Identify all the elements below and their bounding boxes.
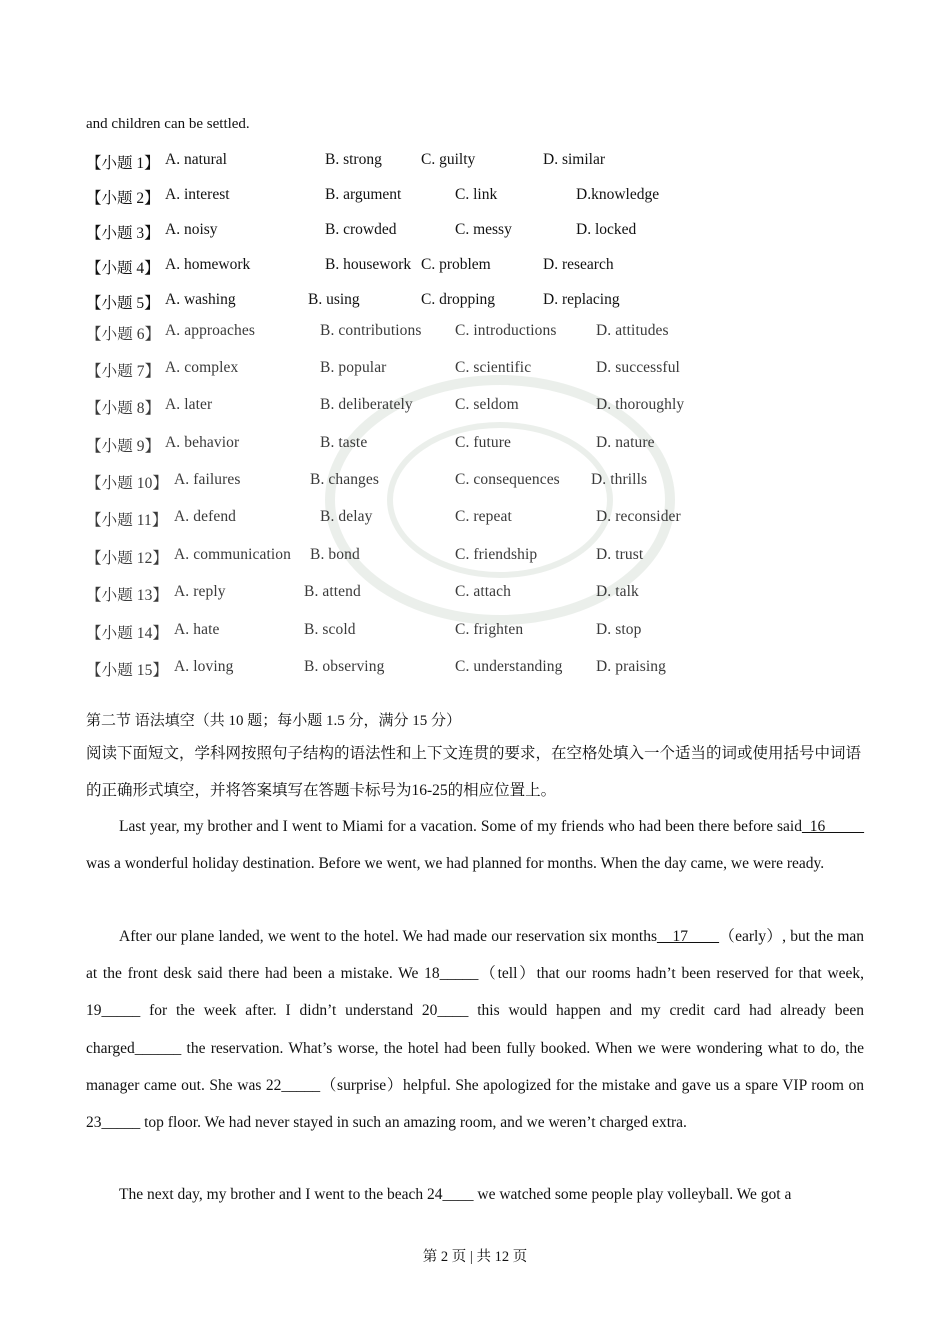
- option-b: B. popular: [320, 359, 387, 376]
- intro-line: and children can be settled.: [86, 116, 250, 132]
- question-row: [86, 291, 786, 315]
- option-d: D. similar: [543, 151, 605, 168]
- paragraph-2: [86, 918, 864, 1141]
- option-b: B. bond: [310, 546, 360, 563]
- option-a: A. approaches: [165, 322, 255, 339]
- option-b: B. attend: [304, 583, 361, 600]
- paragraph-2-part-b: （early）, but the man at the front desk said there had been a mistake. We 18_____（tell）that our rooms hadn’t been reserved for that week, 19_____ for the week after. I didn’t understand 20____ this would happen and my credit card had already been charged______ the reservation. What’s worse, the hotel had been fully booked. When we were wondering what to do, the manager came out. She was 22_____（surprise）helpful. She apologized for the mistake and gave us a spare VIP room on 23_____ top floor. We had never stayed in such an amazing room, and we weren’t charged extra.: [86, 928, 865, 1132]
- option-d: D. thrills: [591, 471, 648, 488]
- option-a: A. communication: [174, 546, 291, 563]
- option-c: C. consequences: [455, 471, 560, 488]
- question-row: [86, 471, 786, 495]
- option-d: D. locked: [576, 221, 637, 238]
- question-row: [86, 221, 786, 245]
- option-d: D. nature: [596, 434, 655, 451]
- question-row: [86, 434, 786, 458]
- option-a: A. defend: [174, 508, 237, 525]
- option-d: D. research: [543, 256, 614, 273]
- question-row: [86, 322, 786, 346]
- option-a: A. natural: [165, 151, 227, 168]
- option-b: B. using: [308, 291, 360, 308]
- option-d: D. successful: [596, 359, 680, 376]
- option-c: C. future: [455, 434, 511, 451]
- paragraph-1-part-b: was a wonderful holiday destination. Before we went, we had planned for months. When the day came, we were ready.: [86, 855, 825, 873]
- section-title: 第二节 语法填空（共 10 题；每小题 1.5 分，满分 15 分）: [86, 713, 462, 729]
- option-b: B. crowded: [325, 221, 397, 238]
- option-a: A. interest: [165, 186, 230, 203]
- paragraph-2-part-a: After our plane landed, we went to the hotel. We had made our reservation six months: [119, 928, 657, 945]
- question-number: 【小题 14】: [86, 625, 169, 642]
- option-c: C. understanding: [455, 658, 563, 675]
- option-c: C. link: [455, 186, 498, 203]
- question-row: [86, 546, 786, 570]
- question-number: 【小题 15】: [86, 662, 169, 679]
- question-number: 【小题 9】: [86, 438, 161, 455]
- option-a: A. loving: [174, 658, 234, 675]
- paragraph-1-part-a: Last year, my brother and I went to Miami for a vacation. Some of my friends who had been there before said: [119, 818, 802, 835]
- option-d: D. praising: [596, 658, 666, 675]
- option-a: A. failures: [174, 471, 241, 488]
- option-a: A. later: [165, 396, 213, 413]
- option-c: C. messy: [455, 221, 512, 238]
- option-d: D.knowledge: [576, 186, 660, 203]
- option-b: B. delay: [320, 508, 373, 525]
- option-d: D. stop: [596, 621, 642, 638]
- option-a: A. homework: [165, 256, 251, 273]
- question-row: [86, 658, 786, 682]
- question-row: [86, 621, 786, 645]
- option-b: B. strong: [325, 151, 382, 168]
- option-d: D. attitudes: [596, 322, 669, 339]
- option-a: A. complex: [165, 359, 239, 376]
- option-b: B. observing: [304, 658, 385, 675]
- paragraph-3: The next day, my brother and I went to the beach 24____ we watched some people play volleyball. We got a: [119, 1186, 792, 1203]
- option-b: B. scold: [304, 621, 356, 638]
- question-row: [86, 359, 786, 383]
- option-d: D. trust: [596, 546, 644, 563]
- question-number: 【小题 11】: [86, 512, 168, 529]
- option-b: B. taste: [320, 434, 368, 451]
- question-number: 【小题 4】: [86, 260, 160, 277]
- option-d: D. reconsider: [596, 508, 681, 525]
- option-d: D. replacing: [543, 291, 620, 308]
- option-b: B. contributions: [320, 322, 422, 339]
- question-row: [86, 151, 786, 175]
- option-c: C. guilty: [421, 151, 476, 168]
- paragraph-1: [86, 808, 864, 882]
- question-number: 【小题 13】: [86, 587, 169, 604]
- option-c: C. attach: [455, 583, 511, 600]
- question-row: [86, 583, 786, 607]
- option-c: C. friendship: [455, 546, 538, 563]
- option-b: B. housework: [325, 256, 412, 273]
- question-number: 【小题 3】: [86, 225, 160, 242]
- option-b: B. deliberately: [320, 396, 413, 413]
- option-a: A. noisy: [165, 221, 218, 238]
- option-a: A. behavior: [165, 434, 240, 451]
- section-instructions: 阅读下面短文，学科网按照句子结构的语法性和上下文连贯的要求，在空格处填入一个适当的词或使用括号中词语的正确形式填空，并将答案填写在答题卡标号为16-25的相应位置上。: [86, 745, 862, 799]
- question-number: 【小题 1】: [86, 155, 160, 172]
- option-c: C. problem: [421, 256, 491, 273]
- option-c: C. frighten: [455, 621, 524, 638]
- question-number: 【小题 8】: [86, 400, 161, 417]
- option-b: B. changes: [310, 471, 380, 488]
- option-a: A. washing: [165, 291, 236, 308]
- question-row: [86, 396, 786, 420]
- blank-16: _16_____: [802, 818, 864, 835]
- question-number: 【小题 7】: [86, 363, 161, 380]
- question-number: 【小题 6】: [86, 326, 161, 343]
- question-row: [86, 186, 786, 210]
- question-number: 【小题 12】: [86, 550, 169, 567]
- blank-17: __17____: [657, 928, 719, 945]
- option-b: B. argument: [325, 186, 402, 203]
- question-row: [86, 256, 786, 280]
- option-a: A. hate: [174, 621, 220, 638]
- question-number: 【小题 2】: [86, 190, 160, 207]
- option-c: C. seldom: [455, 396, 519, 413]
- option-d: D. talk: [596, 583, 639, 600]
- option-d: D. thoroughly: [596, 396, 685, 413]
- page-footer: 第 2 页 | 共 12 页: [422, 1249, 528, 1265]
- question-number: 【小题 5】: [86, 295, 160, 312]
- option-c: C. scientific: [455, 359, 532, 376]
- option-c: C. dropping: [421, 291, 496, 308]
- option-c: C. introductions: [455, 322, 557, 339]
- option-c: C. repeat: [455, 508, 512, 525]
- option-a: A. reply: [174, 583, 226, 600]
- question-number: 【小题 10】: [86, 475, 169, 492]
- question-row: [86, 508, 786, 532]
